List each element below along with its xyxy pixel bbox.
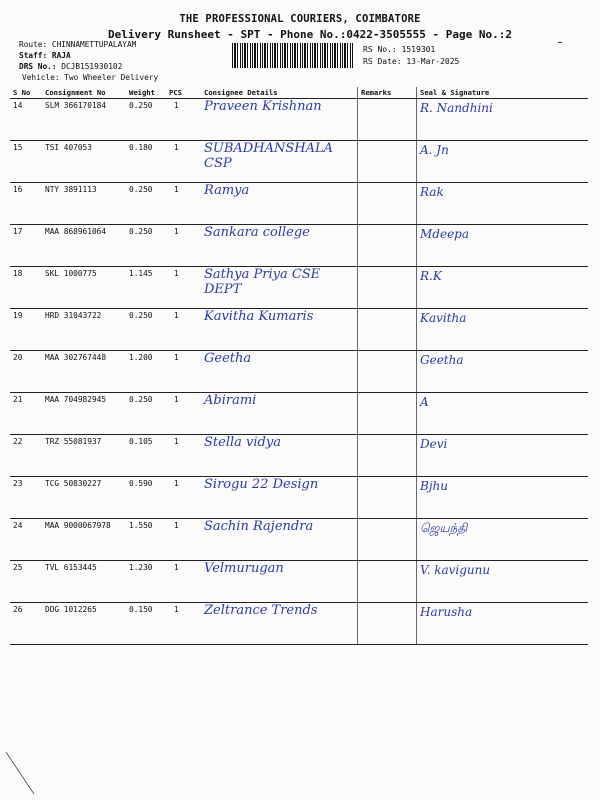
signature-cell-text: A (420, 395, 429, 409)
weight-cell (126, 561, 166, 603)
route-line: Route: CHINNAMETTUPALAYAM (19, 40, 137, 49)
weight-cell-text: 0.250 (129, 395, 153, 404)
remarks-cell (358, 477, 417, 519)
vehicle-value: Two Wheeler Delivery (64, 73, 159, 82)
remarks-cell (358, 225, 417, 267)
consignment-cell-text: MAA 302767448 (45, 353, 107, 362)
staff-line: Staff: RAJA (19, 51, 71, 60)
signature-cell-text: R.K (420, 269, 442, 283)
signature-cell (417, 393, 589, 435)
weight-cell-text: 0.250 (129, 311, 153, 320)
remarks-cell (358, 141, 417, 183)
consignment-cell-text: DDG 1012265 (45, 605, 97, 614)
signature-cell (417, 225, 589, 267)
table-row (10, 267, 588, 309)
pcs-cell-text: 1 (174, 605, 179, 614)
consignment-cell-text: SLM 366170184 (45, 101, 107, 110)
col-signature: Seal & Signature (417, 87, 589, 99)
pcs-cell (166, 603, 201, 645)
consignment-cell-text: TCG 50830227 (45, 479, 102, 488)
table-row (10, 141, 588, 183)
pcs-cell-text: 1 (174, 101, 179, 110)
consignment-cell-text: MAA 704982945 (45, 395, 107, 404)
weight-cell (126, 393, 166, 435)
signature-cell (417, 183, 589, 225)
weight-cell (126, 309, 166, 351)
weight-cell (126, 183, 166, 225)
rs-no-line: RS No.: 1519301 (363, 45, 436, 54)
pcs-cell (166, 267, 201, 309)
remarks-cell (358, 309, 417, 351)
consignee-cell-text: Geetha (204, 351, 252, 366)
weight-cell (126, 267, 166, 309)
consignee-cell-text: Praveen Krishnan (204, 99, 322, 114)
consignee-cell-text: Abirami (204, 393, 257, 408)
table-row (10, 603, 588, 645)
consignee-cell-text: Velmurugan (204, 561, 284, 576)
signature-cell (417, 477, 589, 519)
consignment-cell-text: SKL 1000775 (45, 269, 97, 278)
consignment-cell-text: TVL 6153445 (45, 563, 97, 572)
signature-cell-text: Geetha (420, 353, 464, 367)
table-row (10, 309, 588, 351)
consignment-cell (42, 351, 126, 393)
sno-cell (10, 225, 42, 267)
sno-cell (10, 477, 42, 519)
pcs-cell (166, 393, 201, 435)
pcs-cell (166, 99, 201, 141)
sno-cell-text: 19 (13, 311, 23, 320)
weight-cell-text: 0.250 (129, 227, 153, 236)
weight-cell-text: 0.250 (129, 185, 153, 194)
consignee-cell-text: Zeltrance Trends (204, 603, 318, 618)
col-sno: S No (10, 87, 42, 99)
signature-cell (417, 603, 589, 645)
signature-cell (417, 309, 589, 351)
consignee-cell (201, 435, 358, 477)
consignment-cell (42, 477, 126, 519)
signature-cell-text: Bjhu (420, 479, 448, 493)
consignee-cell (201, 141, 358, 183)
remarks-cell (358, 393, 417, 435)
weight-cell-text: 1.550 (129, 521, 153, 530)
pcs-cell-text: 1 (174, 563, 179, 572)
signature-cell-text: R. Nandhini (420, 101, 493, 115)
consignment-cell (42, 183, 126, 225)
rs-no-value: 1519301 (401, 45, 436, 54)
signature-cell-text: V. kavigunu (420, 563, 491, 577)
sno-cell-text: 26 (13, 605, 23, 614)
consignee-cell (201, 519, 358, 561)
sno-cell (10, 183, 42, 225)
consignee-cell (201, 393, 358, 435)
consignment-cell-text: MAA 9000067978 (45, 521, 111, 530)
table-row (10, 351, 588, 393)
weight-cell-text: 1.200 (129, 353, 153, 362)
col-remarks: Remarks (358, 87, 417, 99)
remarks-cell (358, 183, 417, 225)
weight-cell (126, 435, 166, 477)
weight-cell-text: 0.250 (129, 101, 153, 110)
sno-cell-text: 23 (13, 479, 23, 488)
consignee-cell (201, 267, 358, 309)
signature-cell (417, 351, 589, 393)
signature-cell-text: Mdeepa (420, 227, 470, 241)
pcs-cell (166, 309, 201, 351)
remarks-cell (358, 99, 417, 141)
weight-cell (126, 141, 166, 183)
weight-cell (126, 351, 166, 393)
pcs-cell (166, 435, 201, 477)
runsheet-title: Delivery Runsheet - SPT - Phone No.:0422-3505555 - Page No.:2 (108, 28, 512, 41)
weight-cell-text: 0.590 (129, 479, 153, 488)
signature-cell-text: Devi (420, 437, 448, 451)
consignee-cell-text: Sachin Rajendra (204, 519, 314, 534)
consignee-cell-text: SUBADHANSHALA CSP (204, 141, 333, 171)
route-value: CHINNAMETTUPALAYAM (51, 40, 137, 49)
vehicle-line: Vehicle: Two Wheeler Delivery (22, 73, 159, 82)
margin-mark (558, 42, 562, 43)
weight-cell-text: 0.180 (129, 143, 153, 152)
sno-cell-text: 18 (13, 269, 23, 278)
table-header-row (10, 87, 588, 99)
pcs-cell-text: 1 (174, 143, 179, 152)
pcs-cell-text: 1 (174, 353, 179, 362)
consignment-cell (42, 519, 126, 561)
table-row (10, 183, 588, 225)
consignment-cell (42, 393, 126, 435)
consignment-cell-text: HRD 31043722 (45, 311, 102, 320)
consignee-cell-text: Kavitha Kumaris (204, 309, 314, 324)
consignee-cell (201, 99, 358, 141)
sno-cell-text: 21 (13, 395, 23, 404)
company-name: THE PROFESSIONAL COURIERS, COIMBATORE (179, 13, 421, 25)
consignment-cell (42, 435, 126, 477)
pcs-cell-text: 1 (174, 479, 179, 488)
consignment-cell (42, 309, 126, 351)
remarks-cell (358, 561, 417, 603)
sno-cell-text: 24 (13, 521, 23, 530)
pcs-cell-text: 1 (174, 521, 179, 530)
weight-cell (126, 477, 166, 519)
sno-cell (10, 393, 42, 435)
consignment-cell (42, 267, 126, 309)
consignment-cell (42, 603, 126, 645)
pcs-cell-text: 1 (174, 227, 179, 236)
sno-cell-text: 14 (13, 101, 23, 110)
signature-cell (417, 99, 589, 141)
consignee-cell (201, 183, 358, 225)
remarks-cell (358, 351, 417, 393)
sno-cell (10, 309, 42, 351)
sno-cell-text: 20 (13, 353, 23, 362)
pcs-cell (166, 225, 201, 267)
consignee-cell-text: Sankara college (204, 225, 310, 240)
signature-cell-text: Rak (420, 185, 444, 199)
page-corner-mark (4, 748, 44, 798)
sno-cell-text: 15 (13, 143, 23, 152)
weight-cell (126, 519, 166, 561)
remarks-cell (358, 603, 417, 645)
consignment-cell-text: TRZ 55081937 (45, 437, 102, 446)
col-pcs: PCS (166, 87, 201, 99)
signature-cell-text: A. Jn (420, 143, 449, 157)
consignment-cell-text: MAA 868961064 (45, 227, 107, 236)
col-consignment: Consignment No (42, 87, 126, 99)
sno-cell-text: 16 (13, 185, 23, 194)
consignee-cell (201, 309, 358, 351)
sno-cell (10, 603, 42, 645)
sno-cell (10, 561, 42, 603)
sno-cell (10, 351, 42, 393)
pcs-cell (166, 183, 201, 225)
signature-cell-text: ஜெயந்தி (420, 521, 468, 535)
signature-cell (417, 141, 589, 183)
rs-date-value: 13-Mar-2025 (406, 57, 460, 66)
sno-cell (10, 267, 42, 309)
table-row (10, 99, 588, 141)
delivery-table (10, 87, 588, 645)
sno-cell-text: 25 (13, 563, 23, 572)
table-row (10, 477, 588, 519)
weight-cell (126, 225, 166, 267)
weight-cell-text: 1.145 (129, 269, 153, 278)
pcs-cell (166, 351, 201, 393)
signature-cell (417, 435, 589, 477)
pcs-cell-text: 1 (174, 437, 179, 446)
consignment-cell (42, 141, 126, 183)
signature-cell-text: Harusha (420, 605, 473, 619)
sno-cell (10, 99, 42, 141)
pcs-cell-text: 1 (174, 269, 179, 278)
consignee-cell (201, 225, 358, 267)
consignment-cell-text: NTY 3891113 (45, 185, 97, 194)
consignment-cell (42, 561, 126, 603)
sno-cell (10, 519, 42, 561)
barcode (232, 43, 354, 68)
sno-cell (10, 141, 42, 183)
weight-cell-text: 1.230 (129, 563, 153, 572)
remarks-cell (358, 519, 417, 561)
sno-cell (10, 435, 42, 477)
consignment-cell (42, 99, 126, 141)
pcs-cell-text: 1 (174, 311, 179, 320)
table-row (10, 561, 588, 603)
table-row (10, 225, 588, 267)
signature-cell (417, 519, 589, 561)
remarks-cell (358, 267, 417, 309)
col-weight: Weight (126, 87, 166, 99)
consignee-cell (201, 477, 358, 519)
weight-cell-text: 0.150 (129, 605, 153, 614)
table-row (10, 519, 588, 561)
weight-cell (126, 603, 166, 645)
drs-line: DRS No.: DCJB151930102 (19, 62, 123, 71)
consignee-cell-text: Sirogu 22 Design (204, 477, 319, 492)
pcs-cell-text: 1 (174, 185, 179, 194)
drs-value: DCJB151930102 (61, 62, 123, 71)
consignee-cell-text: Sathya Priya CSE DEPT (204, 267, 321, 297)
pcs-cell (166, 477, 201, 519)
pcs-cell (166, 141, 201, 183)
consignee-cell-text: Ramya (204, 183, 250, 198)
pcs-cell-text: 1 (174, 395, 179, 404)
consignee-cell (201, 561, 358, 603)
remarks-cell (358, 435, 417, 477)
consignee-cell (201, 351, 358, 393)
consignee-cell (201, 603, 358, 645)
pcs-cell (166, 519, 201, 561)
col-consignee: Consignee Details (201, 87, 358, 99)
weight-cell (126, 99, 166, 141)
sno-cell-text: 17 (13, 227, 23, 236)
rs-date-line: RS Date: 13-Mar-2025 (363, 57, 460, 66)
weight-cell-text: 0.105 (129, 437, 153, 446)
sno-cell-text: 22 (13, 437, 23, 446)
signature-cell (417, 561, 589, 603)
table-row (10, 393, 588, 435)
staff-value: RAJA (51, 51, 71, 60)
pcs-cell (166, 561, 201, 603)
consignee-cell-text: Stella vidya (204, 435, 281, 450)
consignment-cell (42, 225, 126, 267)
table-row (10, 435, 588, 477)
consignment-cell-text: TSI 407053 (45, 143, 92, 152)
signature-cell (417, 267, 589, 309)
signature-cell-text: Kavitha (420, 311, 467, 325)
